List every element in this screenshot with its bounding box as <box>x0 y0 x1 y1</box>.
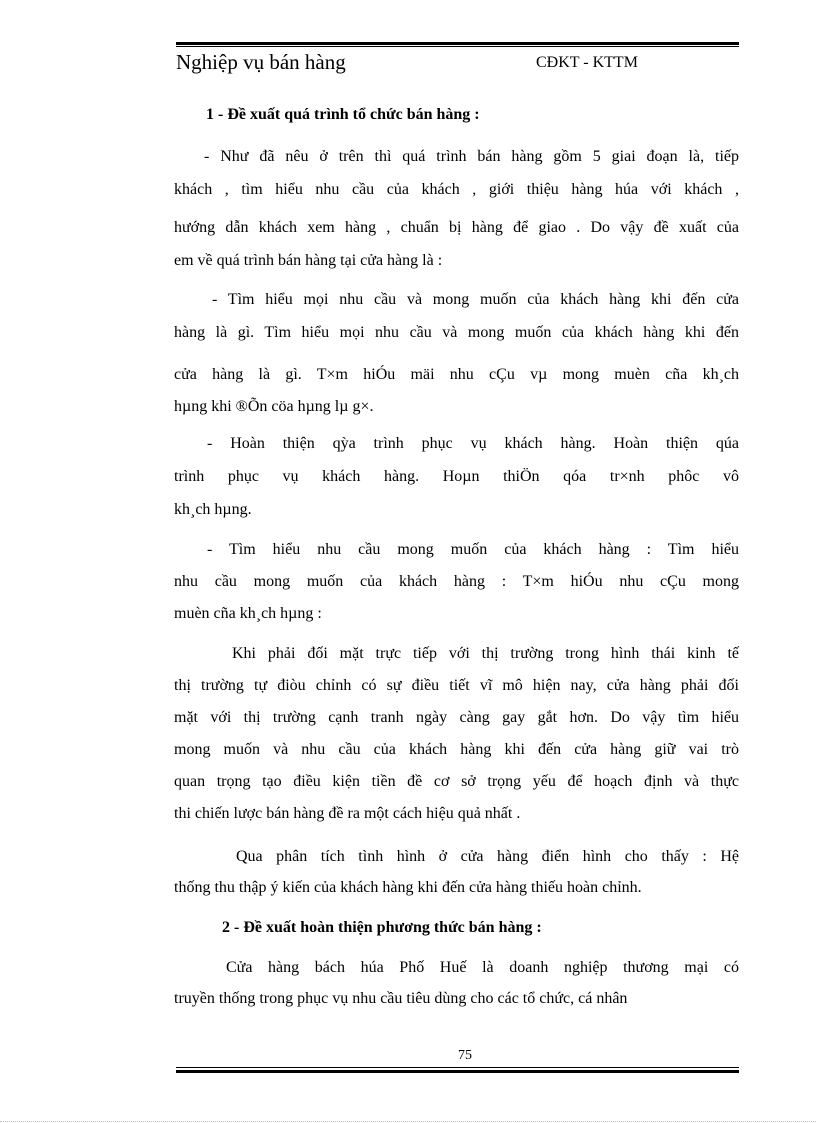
text-line: - Như đã nêu ở trên thì quá trình bán hàng gồm 5 giai đoạn là, tiếp <box>204 148 739 165</box>
text-line: em về quá trình bán hàng tại cửa hàng là : <box>174 252 443 269</box>
text-line: mặt với thị trường cạnh tranh ngày càng gay gắt hơn. Do vậy tìm hiểu <box>174 709 739 726</box>
text-line: muèn cña kh¸ch hµng : <box>174 605 322 622</box>
text-line: thống thu thập ý kiến của khách hàng khi đến cửa hàng thiếu hoàn chỉnh. <box>174 879 642 896</box>
section-heading-1: 1 - Đề xuất quá trình tổ chức bán hàng : <box>206 106 480 123</box>
text-line: - Tìm hiểu mọi nhu cầu và mong muốn của khách hàng khi đến cửa <box>212 291 739 308</box>
section-heading-2: 2 - Đề xuất hoàn thiện phương thức bán hàng : <box>222 919 542 936</box>
text-line: thi chiến lược bán hàng đề ra một cách hiệu quả nhất . <box>174 805 521 822</box>
text-line: thị trường tự điòu chỉnh có sự điều tiết vĩ mô hiện nay, cửa hàng phải đối <box>174 677 739 694</box>
header-rule <box>176 42 739 47</box>
text-line: hµng khi ®Õn cöa hµng lµ g×. <box>174 398 374 415</box>
text-line: Cửa hàng bách húa Phố Huế là doanh nghiệp thương mại có <box>226 959 739 976</box>
text-line: - Hoàn thiện qỳa trình phục vụ khách hàng. Hoàn thiện qúa <box>207 435 739 452</box>
text-line: mong muốn và nhu cầu của khách hàng khi đến cửa hàng giữ vai trò <box>174 741 739 758</box>
text-line: Qua phân tích tình hình ở cửa hàng điển hình cho thấy : Hệ <box>236 848 739 865</box>
text-line: hàng là gì. Tìm hiểu mọi nhu cầu và mong muốn của khách hàng khi đến <box>174 324 739 341</box>
footer-rule <box>176 1067 739 1073</box>
text-line: truyền thống trong phục vụ nhu cầu tiêu dùng cho các tổ chức, cá nhân <box>174 990 628 1007</box>
text-line: trình phục vụ khách hàng. Hoµn thiÖn qóa tr×nh phôc vô <box>174 468 739 485</box>
text-line: Khi phải đối mặt trực tiếp với thị trường trong hình thái kinh tế <box>232 645 739 662</box>
header-code: CĐKT - KTTM <box>536 54 638 71</box>
page-number: 75 <box>458 1048 472 1063</box>
text-line: cửa hàng là gì. T×m hiÓu mäi nhu cÇu vµ mong muèn cña kh¸ch <box>174 366 739 383</box>
page-edge <box>0 1121 816 1122</box>
text-line: nhu cầu mong muốn của khách hàng : T×m hiÓu nhu cÇu mong <box>174 573 739 590</box>
text-line: kh¸ch hµng. <box>174 501 252 518</box>
text-line: quan trọng tạo điều kiện tiền đề cơ sở trọng yếu để hoạch định và thực <box>174 773 739 790</box>
text-line: - Tìm hiểu nhu cầu mong muốn của khách hàng : Tìm hiểu <box>207 541 739 558</box>
text-line: khách , tìm hiểu nhu cầu của khách , giới thiệu hàng húa với khách , <box>174 181 739 198</box>
header-title: Nghiệp vụ bán hàng <box>176 50 346 74</box>
text-line: hướng dẫn khách xem hàng , chuẩn bị hàng để giao . Do vậy đề xuất của <box>174 219 739 236</box>
